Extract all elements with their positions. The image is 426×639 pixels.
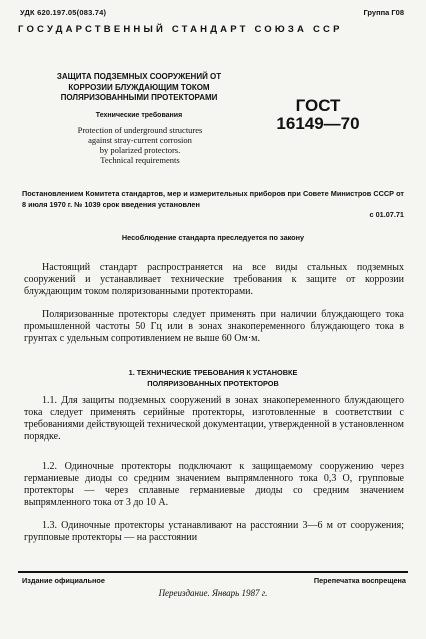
clause-1-1: 1.1. Для защиты подземных сооружений в зонах знакопеременного блуждающего тока следует применять серийные протекторы, изготовленные в соответствии с требованиями действующей технической документации, утвержденной в установленном порядке. [24,395,404,442]
reprint-ban-label: Перепечатка воспрещена [313,576,406,585]
title-line-3: ПОЛЯРИЗОВАННЫМИ ПРОТЕКТОРАМИ [60,93,218,102]
standard-banner: ГОСУДАРСТВЕННЫЙ СТАНДАРТ СОЮЗА ССР [18,24,343,35]
document-subtitle: Технические требования [95,112,183,119]
udk-code: УДК 620.197.05(083.74) [20,8,107,17]
breach-notice: Несоблюдение стандарта преследуется по закону [121,233,305,242]
gost-label: ГОСТ [295,96,341,115]
clause-1-2: 1.2. Одиночные протекторы подключают к защищаемому сооружению через германиевые диоды со средним значением выпрямленного тока 0,3 О, групповые протекторы — через сплавные германиевые диоды со средним значением выпрямленного тока от 3 до 10 А. [24,461,404,508]
decree-body: Постановлением Комитета стандартов, мер и измерительных приборов при Совете Министров СССР от 8 июля 1970 г. № 1039 срок введения установлен [22,189,404,209]
decree-text [22,189,404,219]
reissue-note: Переиздание. Январь 1987 г. [158,588,268,598]
group-code: Группа Г08 [363,8,404,17]
document-title [44,72,234,104]
gost-code: 16149—70 [276,114,360,133]
clause-1-3: 1.3. Одиночные протекторы устанавливают на расстоянии 3—6 м от сооружения; групповые протекторы — на расстоянии [24,520,404,543]
english-title-line-3: by polarized protectors. [99,145,181,155]
paragraph-application: Поляризованные протекторы следует применять при наличии блуждающего тока промышленной частоты 50 Гц или в зонах знакопеременного блуждающего тока в грунтах с удельным сопротивлением не выше 60 Ом·м. [24,309,404,344]
english-title-line-2: against stray-current corrosion [88,135,192,145]
footer-divider [18,571,408,573]
gost-number [268,97,368,133]
decree-date: с 01.07.71 [369,209,404,219]
english-title-line-4: Technical requirements [100,155,180,165]
official-edition-label: Издание официальное [22,576,105,585]
english-title [60,125,220,165]
paragraph-scope: Настоящий стандарт распространяется на все виды стальных подземных сооружений и устанавливает технические требования к защите от коррозии блуждающим током поляризованными протекторами. [24,262,404,297]
section-title-line-2: ПОЛЯРИЗОВАННЫХ ПРОТЕКТОРОВ [147,379,279,388]
english-title-line-1: Protection of underground structures [77,125,203,135]
title-line-1: ЗАЩИТА ПОДЗЕМНЫХ СООРУЖЕНИЙ ОТ [56,72,222,81]
section-title-line-1: 1. ТЕХНИЧЕСКИЕ ТРЕБОВАНИЯ К УСТАНОВКЕ [128,368,298,377]
section-title [0,367,426,389]
title-line-2: КОРРОЗИИ БЛУЖДАЮЩИМ ТОКОМ [68,82,210,92]
